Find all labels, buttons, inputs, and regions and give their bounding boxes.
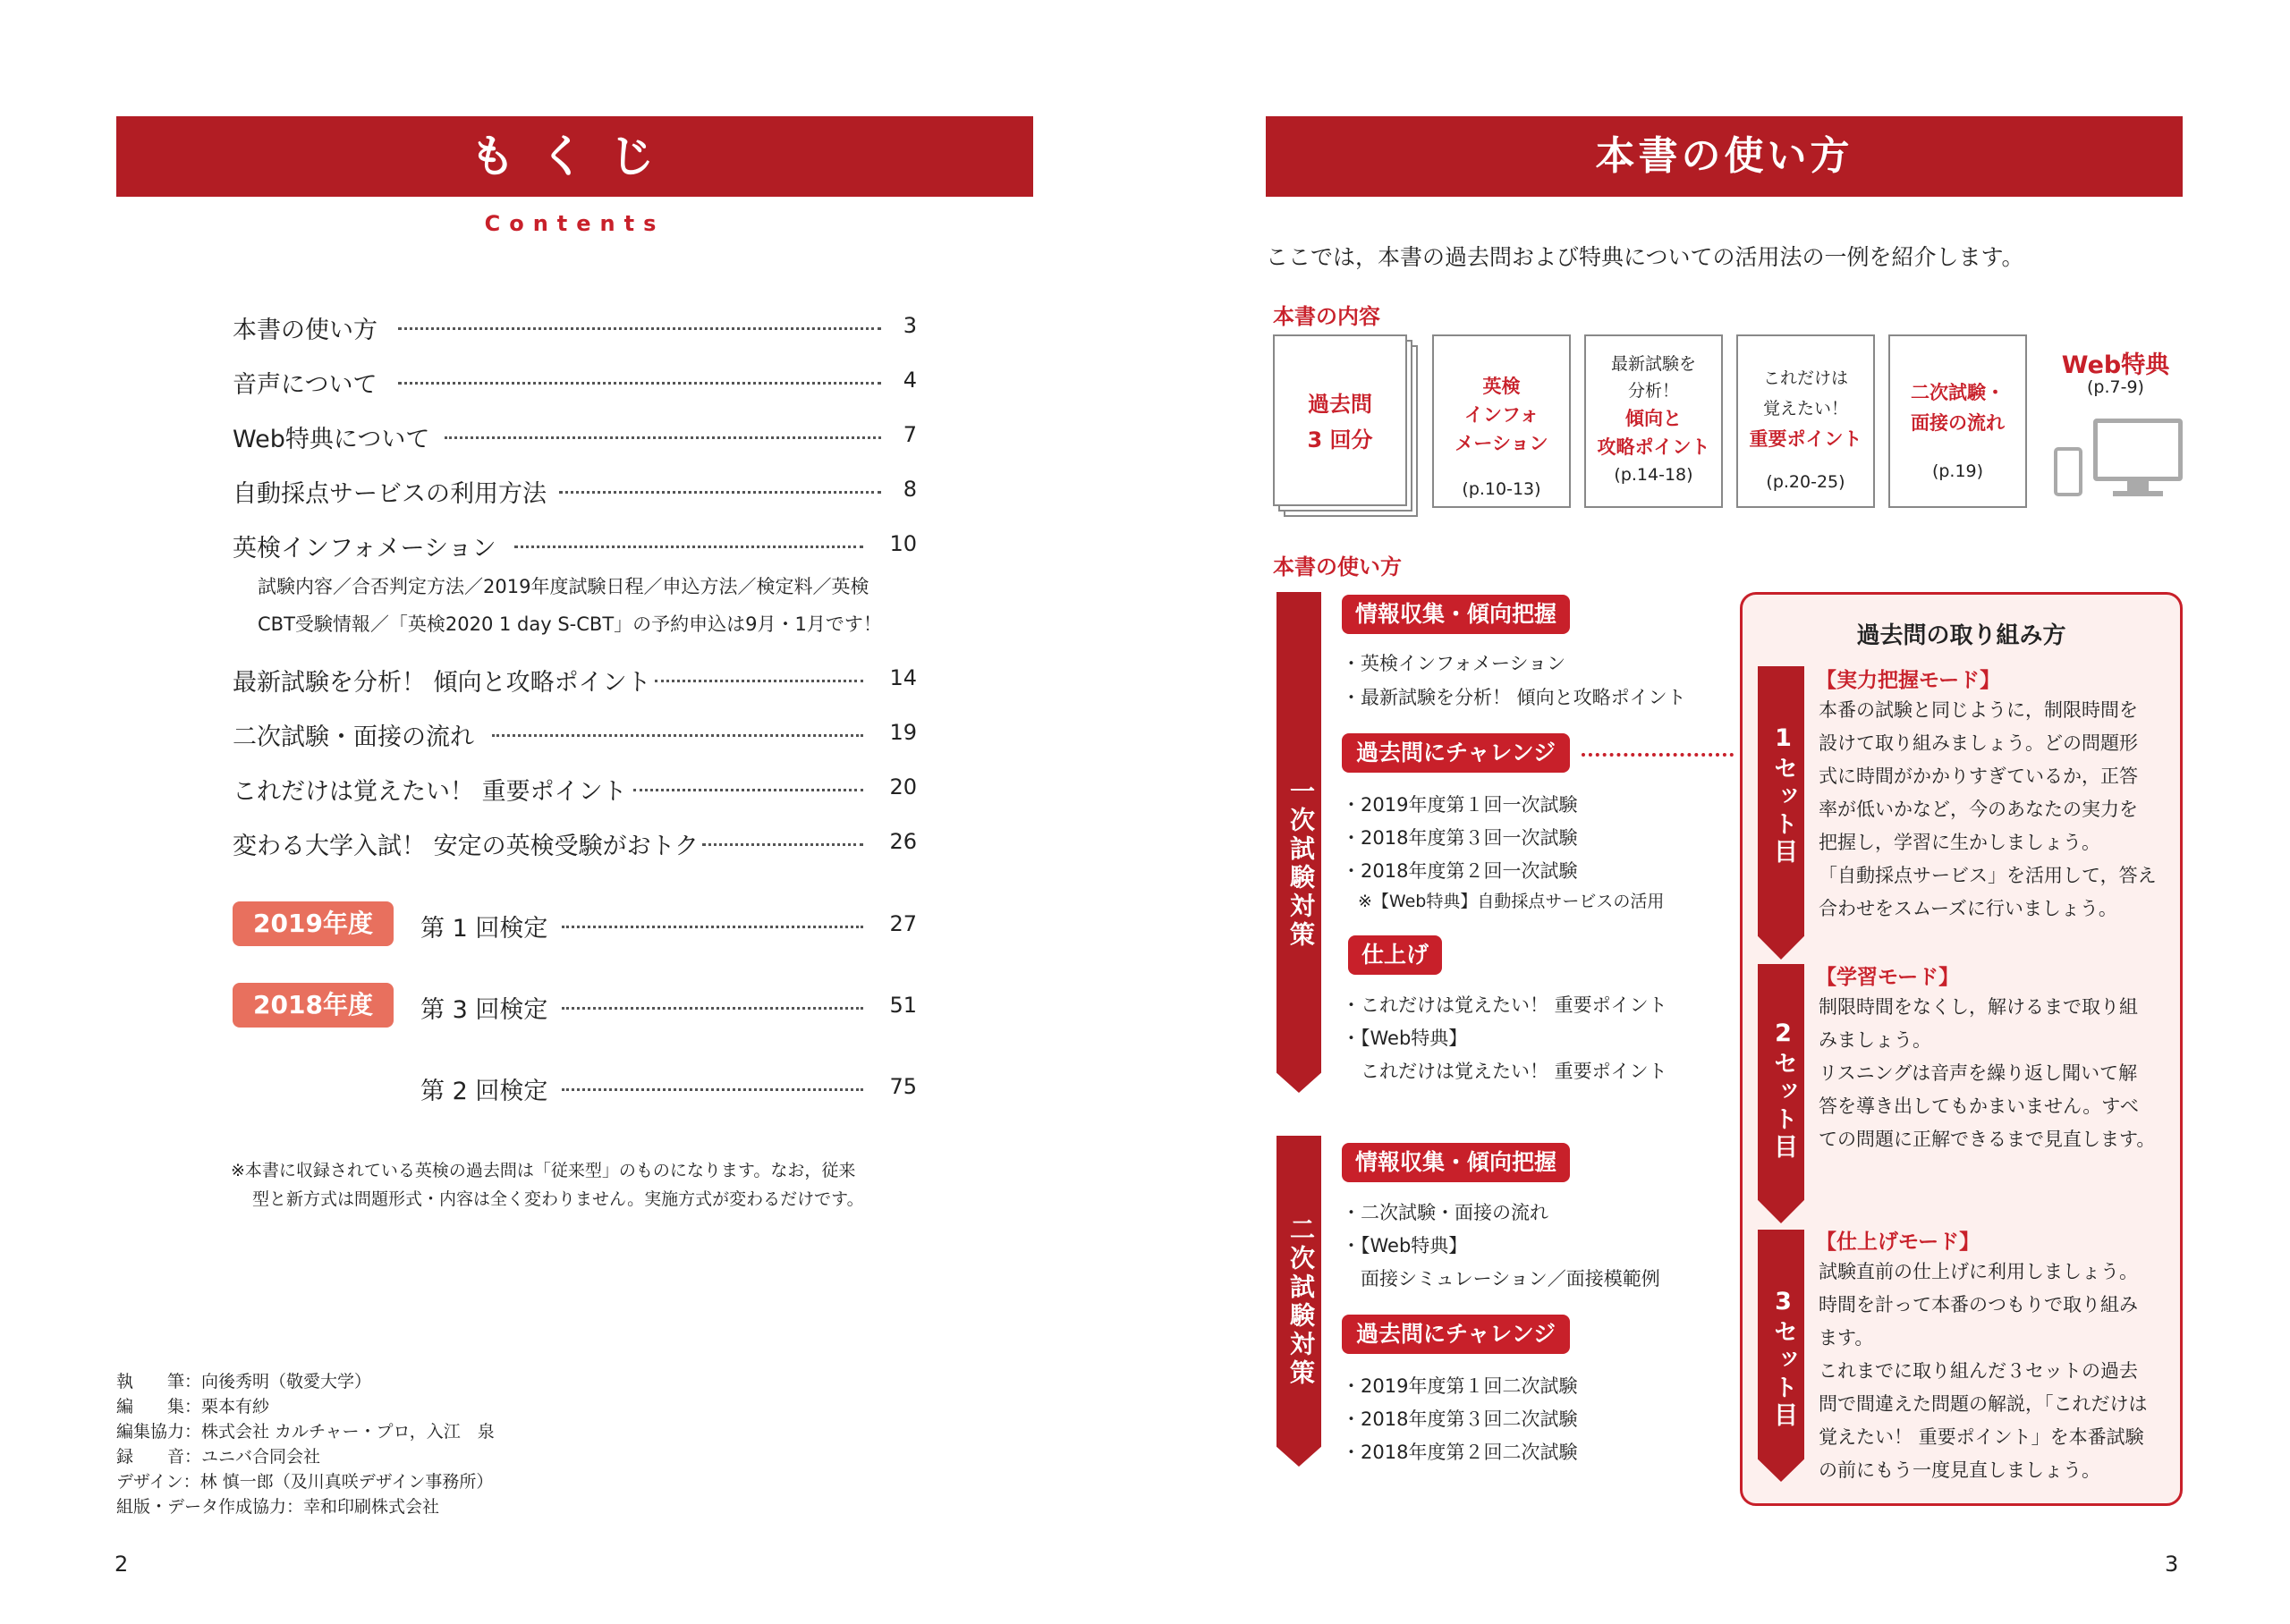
year-badge-2019: 2019年度 xyxy=(233,901,394,946)
box-page-range: (p.20-25) xyxy=(1766,472,1845,492)
box-label: 傾向と xyxy=(1625,408,1682,429)
year-entry: 第 3 回検定 xyxy=(420,996,548,1024)
toc-item-page: 4 xyxy=(903,368,917,393)
mode-title: 【実力把握モード】 xyxy=(1816,669,2001,692)
box-interview xyxy=(1888,334,2027,508)
toc-banner: もくじ xyxy=(116,116,1033,197)
mode-body-line: ます。 xyxy=(1819,1327,1874,1349)
set3-label: 3セット目 xyxy=(1769,1288,1797,1430)
toc-item-title: 本書の使い方 xyxy=(233,317,377,344)
web-bonus-pages: (p.7-9) xyxy=(2087,377,2144,397)
contents-heading: 本書の内容 xyxy=(1273,304,1380,329)
toc-item-title: これだけは覚えたい！ 重要ポイント xyxy=(233,778,627,806)
box-label: 過去問 xyxy=(1308,392,1372,417)
mode-body-line: 問で間違えた問題の解説，「これだけは xyxy=(1819,1393,2148,1415)
box-label: インフォ xyxy=(1464,404,1539,426)
box-key-points xyxy=(1736,334,1875,508)
credit-line: 編 集：栗本有紗 xyxy=(116,1397,270,1417)
credit-line: 編集協力：株式会社 カルチャー・プロ，入江 泉 xyxy=(116,1422,495,1442)
box-label: 攻略ポイント xyxy=(1597,436,1710,458)
web-bonus-label: Web特典 xyxy=(2061,351,2170,379)
toc-item-title: 英検インフォメーション xyxy=(233,535,496,562)
mode-body-line: 「自動採点サービス」を活用して，答え xyxy=(1819,865,2157,886)
box-label: 覚えたい！ xyxy=(1762,399,1848,419)
toc-item-page: 10 xyxy=(889,531,917,556)
box-label: 面接の流れ xyxy=(1911,412,2005,434)
dotted-connector xyxy=(1582,753,1734,757)
box-eiken-info xyxy=(1432,334,1571,508)
primary-arrow-label: 一次試験対策 xyxy=(1286,778,1316,950)
page-number-left: 2 xyxy=(114,1552,129,1577)
set1-label: 1セット目 xyxy=(1769,724,1797,867)
toc-leader xyxy=(655,680,863,682)
toc-subline: CBT受験情報／「英検2020 1 day S-CBT」の予約申込は9月・1月です！ xyxy=(258,613,882,635)
box-label: 3 回分 xyxy=(1307,427,1373,453)
toc-item-title: Web特典について xyxy=(233,426,430,453)
bullet-item: ・2018年度第３回二次試験 xyxy=(1342,1408,1578,1430)
note-line: ※本書に収録されている英検の過去問は「従来型」のものになります。なお，従来 xyxy=(231,1161,856,1180)
note-line: 型と新方式は問題形式・内容は全く変わりません。実施方式が変わるだけです。 xyxy=(252,1189,864,1209)
box-label: 最新試験を xyxy=(1610,354,1696,374)
year-badge-2018: 2018年度 xyxy=(233,983,394,1028)
toc-item-page: 3 xyxy=(903,313,917,338)
monitor-base-icon xyxy=(2113,491,2163,496)
toc-item-page: 14 xyxy=(889,665,917,690)
mode-body-line: リスニングは音声を繰り返し聞いて解 xyxy=(1819,1062,2138,1084)
monitor-icon xyxy=(2093,419,2183,481)
box-analysis xyxy=(1584,334,1723,508)
box-page-range: (p.19) xyxy=(1931,461,1984,481)
mode-body-line: ての問題に正解できるまで見直します。 xyxy=(1819,1129,2156,1150)
credit-line: 録 音：ユニバ合同会社 xyxy=(116,1447,321,1467)
year-entry: 第 2 回検定 xyxy=(420,1078,548,1105)
mode-body-line: の前にもう一度見直しましょう。 xyxy=(1819,1459,2100,1481)
toc-item-title: 最新試験を分析！ 傾向と攻略ポイント xyxy=(233,669,651,697)
bullet-item: ・2018年度第２回二次試験 xyxy=(1342,1442,1578,1463)
toc-item-page: 8 xyxy=(903,477,917,502)
toc-item-page: 26 xyxy=(889,829,917,854)
bullet-item: ・2018年度第２回一次試験 xyxy=(1342,860,1578,882)
toc-item-page: 19 xyxy=(889,720,917,745)
bullet-item: ・【Web特典】 xyxy=(1342,1028,1468,1049)
mode-title: 【学習モード】 xyxy=(1816,966,1960,989)
credit-line: 執 筆：向後秀明（敬愛大学） xyxy=(116,1372,372,1391)
toc-item-page: 27 xyxy=(889,911,917,936)
howto-banner: 本書の使い方 xyxy=(1266,116,2183,197)
mode-body-line: 制限時間をなくし，解けるまで取り組 xyxy=(1819,996,2138,1018)
past-paper-challenge-tag: 過去問にチャレンジ xyxy=(1342,733,1570,773)
bullet-item: 面接シミュレーション／面接模範例 xyxy=(1342,1268,1660,1290)
mode-body-line: 合わせをスムーズに行いましょう。 xyxy=(1819,898,2117,919)
web-bonus-note: ※【Web特典】自動採点サービスの活用 xyxy=(1358,892,1665,911)
past-paper-challenge-tag: 過去問にチャレンジ xyxy=(1342,1315,1570,1354)
toc-subline: 試験内容／合否判定方法／2019年度試験日程／申込方法／検定料／英検 xyxy=(258,576,869,597)
toc-leader xyxy=(398,382,881,385)
info-gathering-tag: 情報収集・傾向把握 xyxy=(1342,1143,1570,1182)
intro-text: ここでは，本書の過去問および特典についての活用法の一例を紹介します。 xyxy=(1266,244,2024,270)
toc-leader xyxy=(398,327,881,330)
toc-item-title: 自動採点サービスの利用方法 xyxy=(233,480,547,508)
box-past-papers xyxy=(1273,334,1407,506)
bullet-item: ・【Web特典】 xyxy=(1342,1235,1468,1256)
mode-body-line: これまでに取り組んだ３セットの過去 xyxy=(1819,1360,2138,1382)
set2-label: 2セット目 xyxy=(1769,1019,1797,1162)
mode-body-line: 答を導き出してもかまいません。すべ xyxy=(1819,1095,2139,1117)
bullet-item: ・2019年度第１回二次試験 xyxy=(1342,1375,1578,1397)
toc-leader xyxy=(559,491,881,494)
mode-body-line: 式に時間がかかりすぎているか，正答 xyxy=(1819,765,2138,787)
mode-body-line: 設けて取り組みましょう。どの問題形 xyxy=(1819,732,2138,754)
bullet-item: ・最新試験を分析！ 傾向と攻略ポイント xyxy=(1342,687,1686,708)
box-label: メーション xyxy=(1455,433,1548,454)
info-gathering-tag: 情報収集・傾向把握 xyxy=(1342,595,1570,634)
contents-subtitle: Contents xyxy=(484,211,666,236)
toc-leader xyxy=(445,436,881,439)
toc-item-page: 20 xyxy=(889,774,917,799)
box-page-range: (p.10-13) xyxy=(1462,479,1541,499)
toc-leader xyxy=(562,1007,863,1010)
toc-item-page: 51 xyxy=(889,993,917,1018)
box-label: 重要ポイント xyxy=(1749,428,1862,450)
toc-leader xyxy=(633,789,863,791)
mode-body-line: 把握し，学習に生かしましょう。 xyxy=(1819,832,2100,853)
usage-heading: 本書の使い方 xyxy=(1273,554,1402,579)
finishing-tag: 仕上げ xyxy=(1348,935,1442,975)
bullet-item: ・これだけは覚えたい！ 重要ポイント xyxy=(1342,994,1667,1016)
toc-item-title: 二次試験・面接の流れ xyxy=(233,723,474,751)
mode-body-line: 時間を計って本番のつもりで取り組み xyxy=(1819,1294,2138,1315)
credit-line: デザイン：林 慎一郎（及川真咲デザイン事務所） xyxy=(116,1472,494,1492)
mode-body-line: 本番の試験と同じように，制限時間を xyxy=(1819,699,2138,721)
toc-leader xyxy=(702,843,863,846)
smartphone-icon xyxy=(2054,447,2082,496)
box-label: 英検 xyxy=(1482,376,1521,397)
bullet-item: これだけは覚えたい！ 重要ポイント xyxy=(1342,1061,1667,1082)
mode-body-line: 覚えたい！ 重要ポイント」を本番試験 xyxy=(1819,1426,2144,1448)
toc-leader xyxy=(562,926,863,928)
mode-body-line: 率が低いかなど，今のあなたの実力を xyxy=(1819,799,2138,820)
box-label: これだけは xyxy=(1762,368,1848,388)
toc-leader xyxy=(562,1088,863,1091)
credit-line: 組版・データ作成協力：幸和印刷株式会社 xyxy=(116,1497,440,1517)
page-number-right: 3 xyxy=(2165,1552,2179,1577)
bullet-item: ・英検インフォメーション xyxy=(1342,653,1566,674)
toc-leader xyxy=(492,734,863,737)
box-page-range: (p.14-18) xyxy=(1614,465,1693,485)
secondary-arrow-label: 二次試験対策 xyxy=(1286,1216,1316,1388)
bullet-item: ・2018年度第３回一次試験 xyxy=(1342,827,1578,849)
toc-leader xyxy=(514,546,863,548)
toc-item-page: 7 xyxy=(903,422,917,447)
approach-panel-title: 過去問の取り組み方 xyxy=(1856,622,2066,649)
box-label: 分析！ xyxy=(1627,381,1679,401)
box-label: 二次試験・ xyxy=(1911,382,2005,403)
year-entry: 第 1 回検定 xyxy=(420,915,548,943)
mode-body-line: 試験直前の仕上げに利用しましょう。 xyxy=(1819,1261,2138,1282)
toc-item-title: 音声について xyxy=(233,371,377,399)
mode-title: 【仕上げモード】 xyxy=(1816,1231,1980,1254)
bullet-item: ・二次試験・面接の流れ xyxy=(1342,1202,1548,1223)
toc-item-page: 75 xyxy=(889,1074,917,1099)
toc-item-title: 変わる大学入試！ 安定の英検受験がおトク xyxy=(233,833,700,860)
mode-body-line: みましょう。 xyxy=(1819,1029,1931,1051)
bullet-item: ・2019年度第１回一次試験 xyxy=(1342,794,1578,816)
